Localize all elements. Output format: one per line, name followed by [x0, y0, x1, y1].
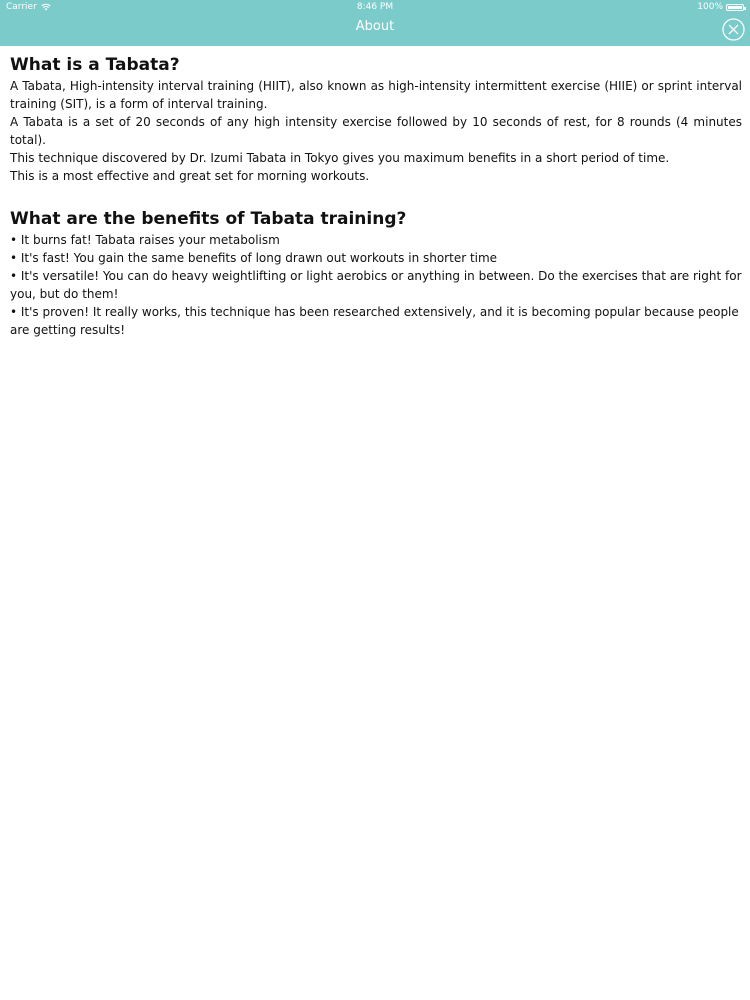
paragraph: This is a most effective and great set for morning workouts.: [10, 169, 370, 183]
status-right: [697, 2, 744, 12]
close-icon[interactable]: [722, 18, 745, 41]
benefit-item: • It's versatile! You can do heavy weightlifting or light aerobics or anything in between. Do the exercises that are right for you, but do them!: [10, 269, 742, 301]
section-benefits: [10, 209, 742, 339]
carrier-label: Carrier: [6, 2, 37, 12]
about-content: [10, 55, 742, 339]
section-what-is-tabata: [10, 55, 742, 185]
status-time: 8:46 PM: [356, 2, 394, 12]
paragraph: This technique discovered by Dr. Izumi Tabata in Tokyo gives you maximum benefits in a short period of time.: [10, 151, 670, 165]
status-bar: [0, 0, 750, 16]
paragraph: A Tabata is a set of 20 seconds of any high intensity exercise followed by 10 seconds of rest, for 8 rounds (4 minutes total).: [10, 115, 742, 147]
benefit-item: • It's fast! You gain the same benefits of long drawn out workouts in shorter time: [10, 251, 498, 265]
battery-icon: [726, 4, 744, 11]
benefit-item: • It's proven! It really works, this technique has been researched extensively, and it is becoming popular because people are getting results!: [10, 305, 739, 337]
navigation-bar: [0, 0, 750, 46]
section-heading: What is a Tabata?: [10, 55, 180, 75]
section-heading: What are the benefits of Tabata training?: [10, 209, 407, 229]
page-title: About: [355, 19, 395, 34]
benefit-item: • It burns fat! Tabata raises your metabolism: [10, 233, 280, 247]
battery-percentage: 100%: [697, 2, 723, 12]
paragraph: A Tabata, High-intensity interval training (HIIT), also known as high-intensity intermittent exercise (HIIE) or sprint interval training (SIT), is a form of interval training.: [10, 79, 742, 111]
